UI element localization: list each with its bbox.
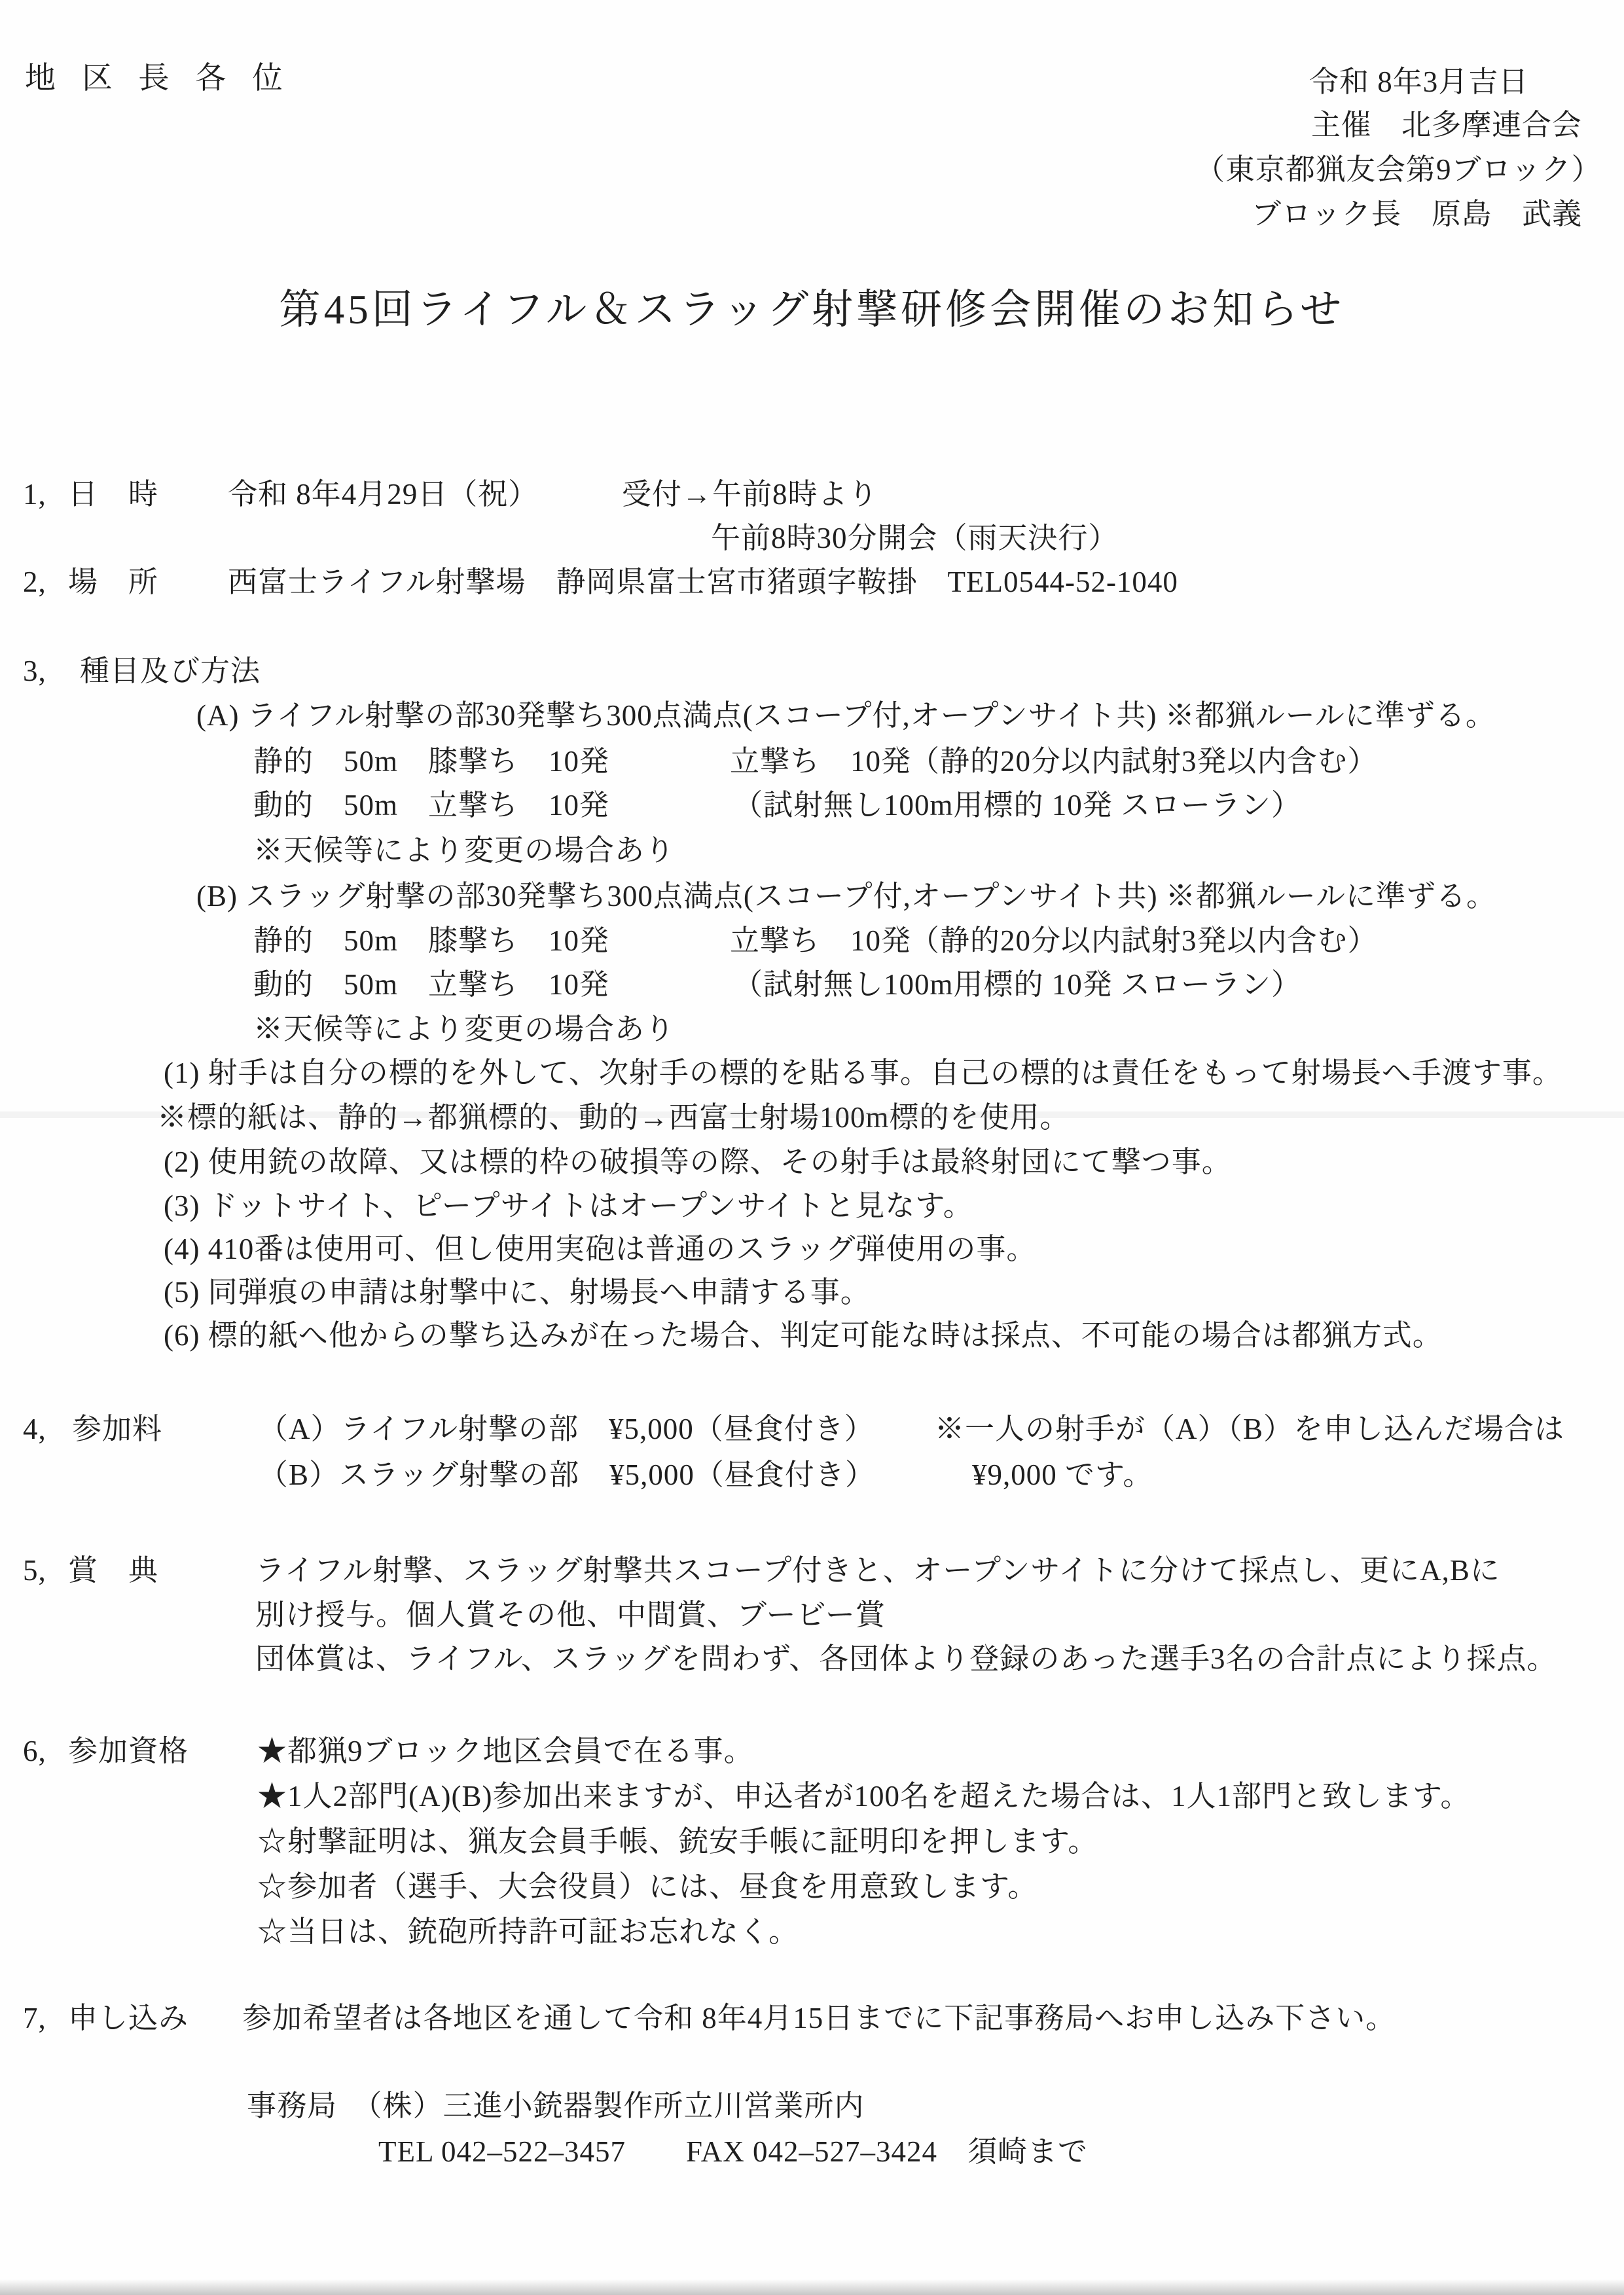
sec4-fee-combined-note: ※一人の射手が（A）（B）を申し込んだ場合は (935, 1413, 1565, 1445)
sec2-number: 2, (23, 566, 46, 598)
sec5-line-2: 別け授与。個人賞その他、中間賞、ブービー賞 (255, 1599, 886, 1631)
sec3-rule-1: (1) 射手は自分の標的を外して、次射手の標的を貼る事。自己の標的は責任をもって射場長へ手渡す事。 (164, 1057, 1562, 1089)
sec5-number: 5, (23, 1554, 46, 1587)
sec3-a-row1-standing: 立撃ち 10発 (730, 745, 912, 778)
sec3-item-a-head: (A) ライフル射撃の部30発撃ち300点満点(スコープ付,オープンサイト共) ※都猟ルールに準ずる。 (196, 699, 1496, 732)
scan-streak (0, 1111, 1624, 1118)
sec3-rule-3: (3) ドットサイト、ピープサイトはオープンサイトと見なす。 (164, 1189, 973, 1222)
sec3-b-row1-standing: 立撃ち 10発 (730, 924, 912, 957)
sec1-date: 令和 8年4月29日（祝） (228, 478, 539, 511)
sec6-line-4: ☆参加者（選手、大会役員）には、昼食を用意致します。 (257, 1870, 1038, 1903)
sec3-b-row1-static: 静的 50m 膝撃ち 10発 (253, 924, 610, 957)
sec7-label: 申し込み (68, 2002, 189, 2034)
scan-bottom-band (0, 2279, 1624, 2295)
header-organizer-block: （東京都猟友会第9ブロック） (1195, 153, 1602, 186)
sec6-line-1: ★都猟9ブロック地区会員で在る事。 (257, 1735, 754, 1767)
sec3-label: 種目及び方法 (80, 655, 261, 687)
sec7-office-contact: TEL 042–522–3457 FAX 042–527–3424 須崎まで (378, 2135, 1088, 2168)
sec1-number: 1, (23, 478, 46, 511)
header-date: 令和 8年3月吉日 (1309, 65, 1529, 98)
sec3-b-row1-note: （静的20分以内試射3発以内含む） (910, 924, 1378, 957)
sec6-line-2: ★1人2部門(A)(B)参加出来ますが、申込者が100名を超えた場合は、1人1部門と致します。 (257, 1780, 1471, 1813)
sec2-label: 場 所 (68, 566, 159, 598)
sec6-line-3: ☆射撃証明は、猟友会員手帳、銃安手帳に証明印を押します。 (257, 1825, 1098, 1858)
sec3-a-weather-note: ※天候等により変更の場合あり (253, 834, 676, 867)
sec1-opening-time: 午前8時30分開会（雨天決行） (711, 522, 1119, 554)
sec1-reception: 受付→午前8時より (622, 478, 878, 511)
sec4-fee-a: （A）ライフル射撃の部 ¥5,000（昼食付き） (259, 1413, 875, 1445)
header-organizer: 主催 北多摩連合会 (1311, 109, 1583, 141)
sec7-office-line: 事務局 （株）三進小銃器製作所立川営業所内 (247, 2089, 865, 2122)
sec3-b-row2-note: （試射無し100m用標的 10発 スローラン） (733, 968, 1302, 1001)
sec2-place-text: 西富士ライフル射撃場 静岡県富士宮市猪頭字鞍掛 TEL0544-52-1040 (228, 566, 1178, 598)
page-title: 第45回ライフル＆スラッグ射撃研修会開催のお知らせ (279, 287, 1345, 333)
sec4-fee-b: （B）スラッグ射撃の部 ¥5,000（昼食付き） (259, 1458, 875, 1491)
sec6-label: 参加資格 (68, 1735, 189, 1767)
sec4-fee-combined-amount: ¥9,000 です。 (972, 1458, 1153, 1491)
sec4-label: 参加料 (72, 1413, 163, 1445)
sec3-b-weather-note: ※天候等により変更の場合あり (253, 1013, 676, 1045)
sec3-number: 3, (23, 655, 46, 687)
sec5-line-1: ライフル射撃、スラッグ射撃共スコープ付きと、オープンサイトに分けて採点し、更にA,Bに (255, 1554, 1500, 1587)
sec6-number: 6, (23, 1735, 46, 1767)
sec3-rule-target-paper: ※標的紙は、静的→都猟標的、動的→西富士射場100m標的を使用。 (157, 1101, 1070, 1134)
sec3-a-row1-static: 静的 50m 膝撃ち 10発 (253, 745, 610, 778)
sec5-label: 賞 典 (68, 1554, 159, 1587)
sec4-number: 4, (23, 1413, 46, 1445)
sec3-rule-4: (4) 410番は使用可、但し使用実砲は普通のスラッグ弾使用の事。 (164, 1233, 1037, 1265)
sec7-application-text: 参加希望者は各地区を通して令和 8年4月15日までに下記事務局へお申し込み下さい。 (242, 2002, 1396, 2034)
sec1-label: 日 時 (68, 478, 159, 511)
sec3-a-row2-note: （試射無し100m用標的 10発 スローラン） (733, 789, 1302, 822)
sec3-item-b-head: (B) スラッグ射撃の部30発撃ち300点満点(スコープ付,オープンサイト共) ※都猟ルールに準ずる。 (196, 880, 1496, 913)
sec6-line-5: ☆当日は、銃砲所持許可証お忘れなく。 (257, 1915, 799, 1948)
sec5-line-3: 団体賞は、ライフル、スラッグを問わず、各団体より登録のあった選手3名の合計点により採点。 (255, 1642, 1557, 1675)
recipient-line: 地 区 長 各 位 (25, 62, 292, 96)
sec3-b-row2-dynamic: 動的 50m 立撃ち 10発 (253, 968, 610, 1001)
sec3-rule-6: (6) 標的紙へ他からの撃ち込みが在った場合、判定可能な時は採点、不可能の場合は都猟方式。 (164, 1319, 1443, 1352)
sec3-a-row1-note: （静的20分以内試射3発以内含む） (910, 745, 1378, 778)
sec7-number: 7, (23, 2002, 46, 2034)
sec3-rule-5: (5) 同弾痕の申請は射撃中に、射場長へ申請する事。 (164, 1276, 871, 1309)
sec3-a-row2-dynamic: 動的 50m 立撃ち 10発 (253, 789, 610, 822)
header-block-chief: ブロック長 原島 武義 (1252, 198, 1583, 230)
sec3-rule-2: (2) 使用銃の故障、又は標的枠の破損等の際、その射手は最終射団にて撃つ事。 (164, 1146, 1232, 1178)
